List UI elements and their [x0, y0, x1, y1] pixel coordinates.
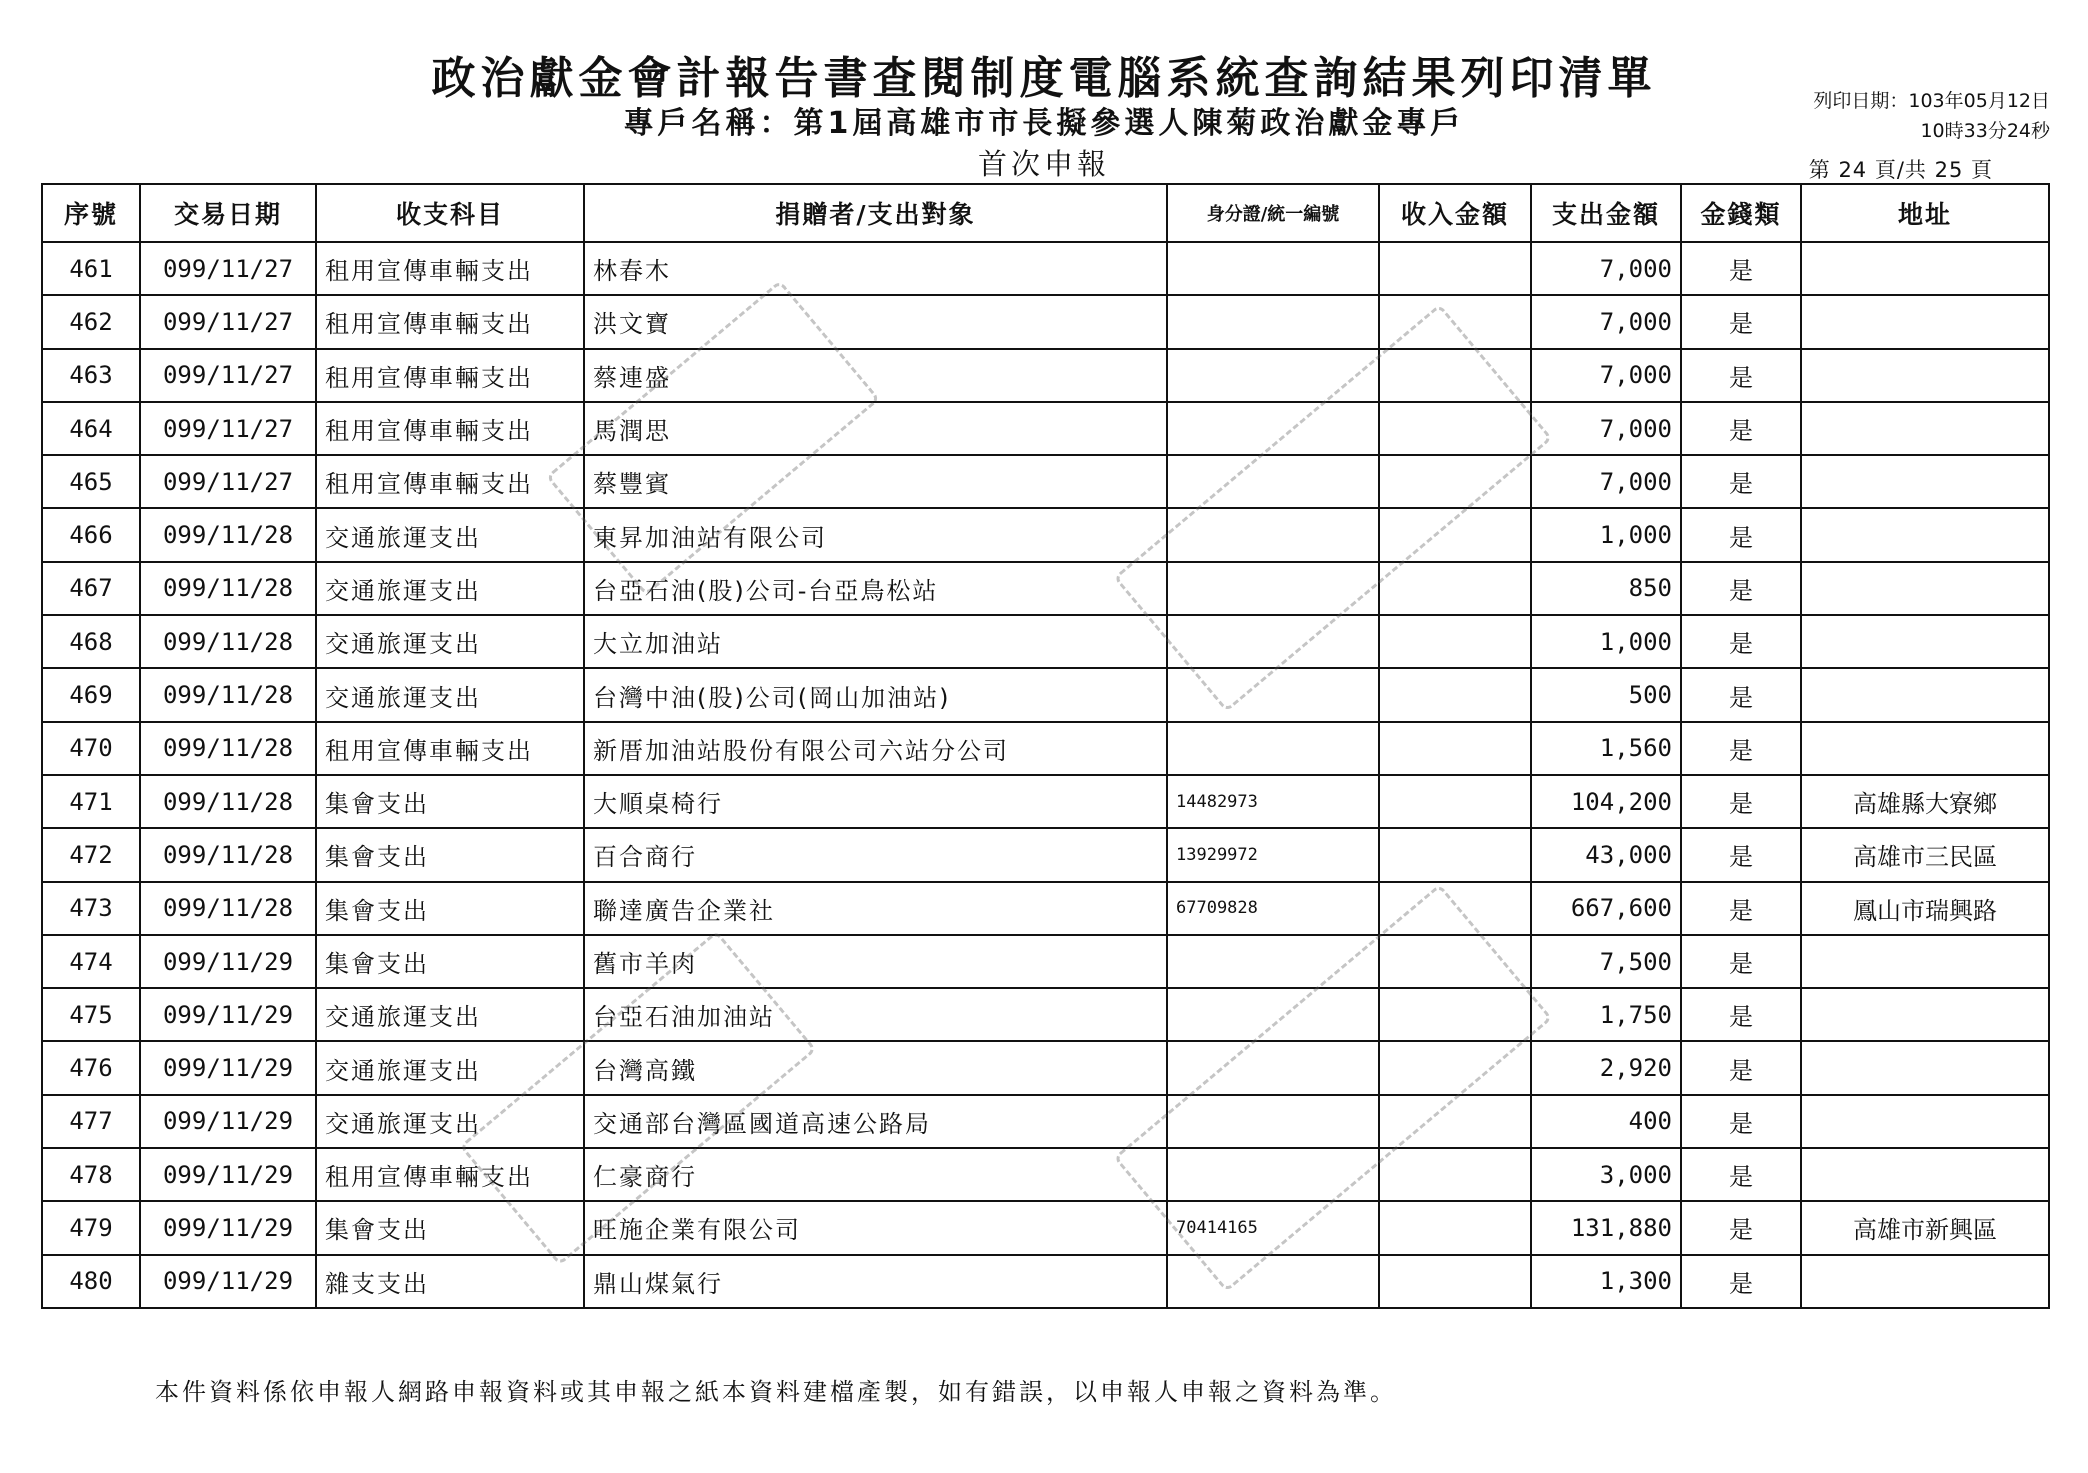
- row-number: 468: [42, 615, 140, 668]
- expense-cell: 400: [1531, 1095, 1681, 1148]
- expense-cell: 1,300: [1531, 1255, 1681, 1308]
- row-number: 475: [42, 988, 140, 1041]
- party-cell: 百合商行: [584, 828, 1167, 881]
- category-cell: 交通旅運支出: [316, 508, 584, 561]
- address-cell: [1801, 722, 2049, 775]
- print-info: [1813, 86, 2050, 146]
- row-number: 463: [42, 349, 140, 402]
- cash-flag-cell: 是: [1681, 775, 1801, 828]
- id-number-cell: [1167, 402, 1379, 455]
- income-cell: [1379, 1148, 1531, 1201]
- address-cell: [1801, 349, 2049, 402]
- category-cell: 集會支出: [316, 775, 584, 828]
- cash-flag-cell: 是: [1681, 349, 1801, 402]
- address-cell: [1801, 508, 2049, 561]
- row-number: 477: [42, 1095, 140, 1148]
- row-number: 473: [42, 882, 140, 935]
- income-cell: [1379, 668, 1531, 721]
- id-number-cell: [1167, 722, 1379, 775]
- table-row: [42, 615, 2049, 668]
- address-cell: 鳳山市瑞興路: [1801, 882, 2049, 935]
- transaction-date: 099/11/28: [140, 615, 316, 668]
- table-row: [42, 988, 2049, 1041]
- party-cell: 旺施企業有限公司: [584, 1201, 1167, 1254]
- table-row: [42, 455, 2049, 508]
- transaction-date: 099/11/29: [140, 1095, 316, 1148]
- transaction-date: 099/11/29: [140, 1041, 316, 1094]
- expense-cell: 7,000: [1531, 242, 1681, 295]
- col-header-expense: 支出金額: [1531, 184, 1681, 242]
- address-cell: 高雄縣大寮鄉: [1801, 775, 2049, 828]
- row-number: 466: [42, 508, 140, 561]
- cash-flag-cell: 是: [1681, 722, 1801, 775]
- row-number: 467: [42, 562, 140, 615]
- document-title: 政治獻金會計報告書查閱制度電腦系統查詢結果列印清單: [431, 53, 1657, 104]
- party-cell: 洪文寶: [584, 295, 1167, 348]
- address-cell: [1801, 1148, 2049, 1201]
- table-row: [42, 882, 2049, 935]
- report-type: 首次申報: [977, 147, 1110, 181]
- party-cell: 台灣中油(股)公司(岡山加油站): [584, 668, 1167, 721]
- transaction-date: 099/11/27: [140, 402, 316, 455]
- id-number-cell: 13929972: [1167, 828, 1379, 881]
- id-number-cell: 67709828: [1167, 882, 1379, 935]
- transaction-date: 099/11/28: [140, 828, 316, 881]
- transaction-date: 099/11/29: [140, 1255, 316, 1308]
- address-cell: [1801, 668, 2049, 721]
- expense-cell: 667,600: [1531, 882, 1681, 935]
- address-cell: [1801, 562, 2049, 615]
- cash-flag-cell: 是: [1681, 562, 1801, 615]
- cash-flag-cell: 是: [1681, 242, 1801, 295]
- address-cell: [1801, 1095, 2049, 1148]
- row-number: 465: [42, 455, 140, 508]
- cash-flag-cell: 是: [1681, 508, 1801, 561]
- table-row: [42, 242, 2049, 295]
- table-row: [42, 935, 2049, 988]
- id-number-cell: 70414165: [1167, 1201, 1379, 1254]
- table-row: [42, 1041, 2049, 1094]
- expense-cell: 7,500: [1531, 935, 1681, 988]
- category-cell: 交通旅運支出: [316, 668, 584, 721]
- party-cell: 舊市羊肉: [584, 935, 1167, 988]
- party-cell: 交通部台灣區國道高速公路局: [584, 1095, 1167, 1148]
- col-header-category: 收支科目: [316, 184, 584, 242]
- party-cell: 鼎山煤氣行: [584, 1255, 1167, 1308]
- address-cell: [1801, 988, 2049, 1041]
- income-cell: [1379, 935, 1531, 988]
- party-cell: 蔡連盛: [584, 349, 1167, 402]
- expense-cell: 43,000: [1531, 828, 1681, 881]
- expense-cell: 1,000: [1531, 508, 1681, 561]
- id-number-cell: [1167, 935, 1379, 988]
- row-number: 476: [42, 1041, 140, 1094]
- cash-flag-cell: 是: [1681, 295, 1801, 348]
- row-number: 471: [42, 775, 140, 828]
- transaction-date: 099/11/28: [140, 562, 316, 615]
- expense-cell: 7,000: [1531, 455, 1681, 508]
- expense-cell: 500: [1531, 668, 1681, 721]
- income-cell: [1379, 1041, 1531, 1094]
- income-cell: [1379, 402, 1531, 455]
- expense-cell: 2,920: [1531, 1041, 1681, 1094]
- row-number: 470: [42, 722, 140, 775]
- expense-cell: 7,000: [1531, 349, 1681, 402]
- cash-flag-cell: 是: [1681, 1255, 1801, 1308]
- cash-flag-cell: 是: [1681, 455, 1801, 508]
- ledger-body: [42, 242, 2049, 1308]
- income-cell: [1379, 295, 1531, 348]
- income-cell: [1379, 455, 1531, 508]
- table-row: [42, 722, 2049, 775]
- category-cell: 交通旅運支出: [316, 1041, 584, 1094]
- row-number: 469: [42, 668, 140, 721]
- address-cell: [1801, 1041, 2049, 1094]
- cash-flag-cell: 是: [1681, 1201, 1801, 1254]
- expense-cell: 1,560: [1531, 722, 1681, 775]
- expense-cell: 3,000: [1531, 1148, 1681, 1201]
- category-cell: 集會支出: [316, 935, 584, 988]
- footer-note: 本件資料係依申報人網路申報資料或其申報之紙本資料建檔產製，如有錯誤，以申報人申報之資料為準。: [155, 1378, 1397, 1406]
- transaction-date: 099/11/28: [140, 722, 316, 775]
- id-number-cell: [1167, 242, 1379, 295]
- address-cell: [1801, 1255, 2049, 1308]
- row-number: 461: [42, 242, 140, 295]
- id-number-cell: [1167, 615, 1379, 668]
- party-cell: 仁豪商行: [584, 1148, 1167, 1201]
- party-cell: 蔡豐賓: [584, 455, 1167, 508]
- id-number-cell: [1167, 455, 1379, 508]
- income-cell: [1379, 828, 1531, 881]
- id-number-cell: [1167, 1148, 1379, 1201]
- expense-cell: 850: [1531, 562, 1681, 615]
- party-cell: 台灣高鐵: [584, 1041, 1167, 1094]
- table-row: [42, 1255, 2049, 1308]
- row-number: 478: [42, 1148, 140, 1201]
- ledger-table: [41, 183, 2050, 1309]
- address-cell: [1801, 615, 2049, 668]
- id-number-cell: [1167, 988, 1379, 1041]
- income-cell: [1379, 508, 1531, 561]
- category-cell: 集會支出: [316, 828, 584, 881]
- expense-cell: 1,750: [1531, 988, 1681, 1041]
- table-row: [42, 508, 2049, 561]
- row-number: 474: [42, 935, 140, 988]
- table-row: [42, 295, 2049, 348]
- transaction-date: 099/11/29: [140, 1201, 316, 1254]
- address-cell: 高雄市新興區: [1801, 1201, 2049, 1254]
- id-number-cell: 14482973: [1167, 775, 1379, 828]
- table-row: [42, 562, 2049, 615]
- col-header-id: 身分證/統一編號: [1167, 184, 1379, 242]
- cash-flag-cell: 是: [1681, 402, 1801, 455]
- cash-flag-cell: 是: [1681, 668, 1801, 721]
- party-cell: 聯達廣告企業社: [584, 882, 1167, 935]
- col-header-no: 序號: [42, 184, 140, 242]
- table-row: [42, 1148, 2049, 1201]
- row-number: 479: [42, 1201, 140, 1254]
- address-cell: [1801, 455, 2049, 508]
- print-time: 10時33分24秒: [1920, 120, 2050, 142]
- address-cell: [1801, 242, 2049, 295]
- party-cell: 大立加油站: [584, 615, 1167, 668]
- category-cell: 雜支支出: [316, 1255, 584, 1308]
- income-cell: [1379, 882, 1531, 935]
- id-number-cell: [1167, 295, 1379, 348]
- table-row: [42, 828, 2049, 881]
- category-cell: 交通旅運支出: [316, 562, 584, 615]
- income-cell: [1379, 988, 1531, 1041]
- table-row: [42, 1095, 2049, 1148]
- table-row: [42, 668, 2049, 721]
- cash-flag-cell: 是: [1681, 615, 1801, 668]
- category-cell: 租用宣傳車輛支出: [316, 242, 584, 295]
- category-cell: 交通旅運支出: [316, 615, 584, 668]
- category-cell: 租用宣傳車輛支出: [316, 722, 584, 775]
- row-number: 472: [42, 828, 140, 881]
- category-cell: 租用宣傳車輛支出: [316, 295, 584, 348]
- transaction-date: 099/11/29: [140, 988, 316, 1041]
- id-number-cell: [1167, 668, 1379, 721]
- col-header-party: 捐贈者/支出對象: [584, 184, 1167, 242]
- address-cell: [1801, 402, 2049, 455]
- income-cell: [1379, 349, 1531, 402]
- category-cell: 集會支出: [316, 1201, 584, 1254]
- category-cell: 租用宣傳車輛支出: [316, 402, 584, 455]
- party-cell: 林春木: [584, 242, 1167, 295]
- expense-cell: 104,200: [1531, 775, 1681, 828]
- row-number: 480: [42, 1255, 140, 1308]
- col-header-cash: 金錢類: [1681, 184, 1801, 242]
- cash-flag-cell: 是: [1681, 1148, 1801, 1201]
- transaction-date: 099/11/27: [140, 242, 316, 295]
- expense-cell: 7,000: [1531, 295, 1681, 348]
- category-cell: 租用宣傳車輛支出: [316, 1148, 584, 1201]
- id-number-cell: [1167, 562, 1379, 615]
- id-number-cell: [1167, 508, 1379, 561]
- transaction-date: 099/11/28: [140, 508, 316, 561]
- income-cell: [1379, 615, 1531, 668]
- table-row: [42, 402, 2049, 455]
- party-cell: 馬潤思: [584, 402, 1167, 455]
- cash-flag-cell: 是: [1681, 1041, 1801, 1094]
- expense-cell: 1,000: [1531, 615, 1681, 668]
- expense-cell: 131,880: [1531, 1201, 1681, 1254]
- page-info: 第 24 頁/共 25 頁: [1808, 158, 1993, 182]
- party-cell: 台亞石油加油站: [584, 988, 1167, 1041]
- address-cell: 高雄市三民區: [1801, 828, 2049, 881]
- row-number: 464: [42, 402, 140, 455]
- cash-flag-cell: 是: [1681, 988, 1801, 1041]
- id-number-cell: [1167, 1095, 1379, 1148]
- table-row: [42, 1201, 2049, 1254]
- party-cell: 新厝加油站股份有限公司六站分公司: [584, 722, 1167, 775]
- id-number-cell: [1167, 1255, 1379, 1308]
- party-cell: 大順桌椅行: [584, 775, 1167, 828]
- income-cell: [1379, 242, 1531, 295]
- category-cell: 集會支出: [316, 882, 584, 935]
- income-cell: [1379, 775, 1531, 828]
- cash-flag-cell: 是: [1681, 935, 1801, 988]
- print-date: 列印日期：103年05月12日: [1813, 90, 2050, 112]
- transaction-date: 099/11/27: [140, 295, 316, 348]
- id-number-cell: [1167, 349, 1379, 402]
- category-cell: 租用宣傳車輛支出: [316, 349, 584, 402]
- account-name: 專戶名稱：第1屆高雄市市長擬參選人陳菊政治獻金專戶: [623, 106, 1465, 141]
- col-header-address: 地址: [1801, 184, 2049, 242]
- category-cell: 交通旅運支出: [316, 1095, 584, 1148]
- col-header-income: 收入金額: [1379, 184, 1531, 242]
- id-number-cell: [1167, 1041, 1379, 1094]
- category-cell: 租用宣傳車輛支出: [316, 455, 584, 508]
- cash-flag-cell: 是: [1681, 828, 1801, 881]
- transaction-date: 099/11/28: [140, 882, 316, 935]
- address-cell: [1801, 935, 2049, 988]
- income-cell: [1379, 722, 1531, 775]
- income-cell: [1379, 562, 1531, 615]
- col-header-date: 交易日期: [140, 184, 316, 242]
- income-cell: [1379, 1255, 1531, 1308]
- expense-cell: 7,000: [1531, 402, 1681, 455]
- cash-flag-cell: 是: [1681, 882, 1801, 935]
- party-cell: 東昇加油站有限公司: [584, 508, 1167, 561]
- transaction-date: 099/11/29: [140, 1148, 316, 1201]
- party-cell: 台亞石油(股)公司-台亞鳥松站: [584, 562, 1167, 615]
- category-cell: 交通旅運支出: [316, 988, 584, 1041]
- income-cell: [1379, 1201, 1531, 1254]
- income-cell: [1379, 1095, 1531, 1148]
- table-row: [42, 775, 2049, 828]
- transaction-date: 099/11/28: [140, 668, 316, 721]
- transaction-date: 099/11/27: [140, 349, 316, 402]
- table-row: [42, 349, 2049, 402]
- row-number: 462: [42, 295, 140, 348]
- table-header-row: [42, 184, 2049, 242]
- address-cell: [1801, 295, 2049, 348]
- transaction-date: 099/11/29: [140, 935, 316, 988]
- cash-flag-cell: 是: [1681, 1095, 1801, 1148]
- transaction-date: 099/11/28: [140, 775, 316, 828]
- transaction-date: 099/11/27: [140, 455, 316, 508]
